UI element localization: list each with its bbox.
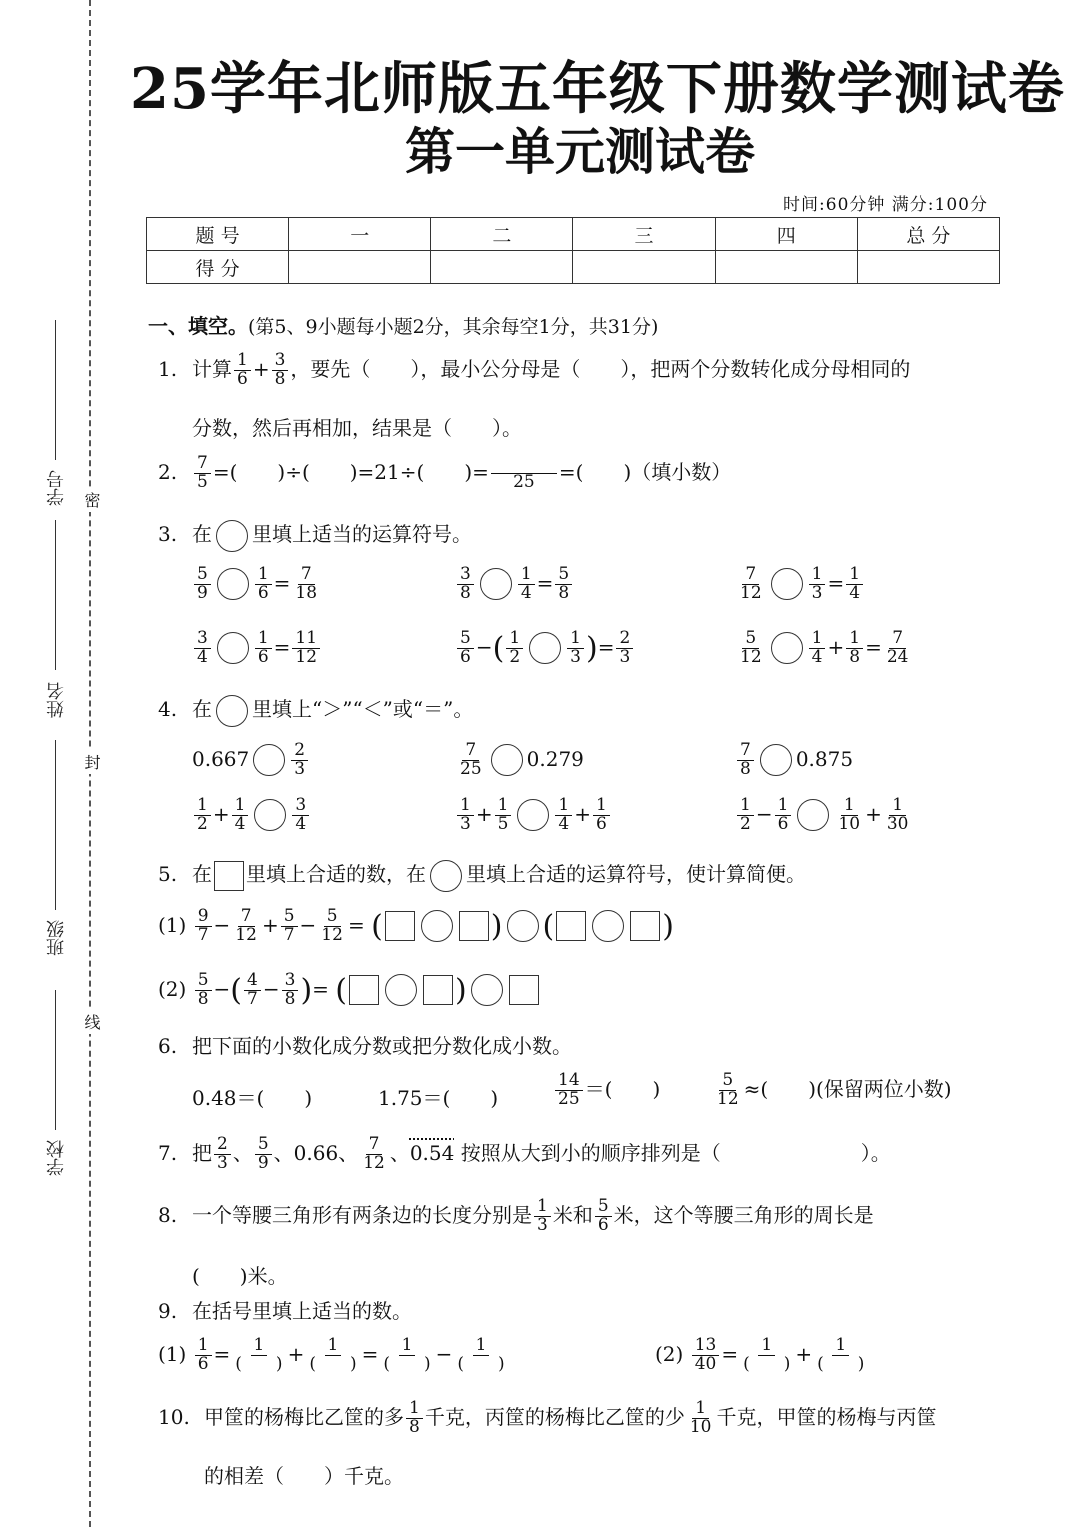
answer-circle[interactable]	[430, 860, 462, 892]
q3-text-b: 里填上适当的运算符号。	[252, 522, 472, 546]
score-header-cell: 三	[573, 218, 715, 251]
answer-circle[interactable]	[385, 974, 417, 1006]
question-number: 9.	[158, 1299, 178, 1323]
answer-box[interactable]	[509, 975, 539, 1005]
class-line	[55, 740, 56, 910]
score-cell[interactable]	[289, 251, 431, 284]
answer-circle[interactable]	[217, 632, 249, 664]
question-3	[158, 518, 472, 552]
question-8: 8. 一个等腰三角形有两条边的长度分别是 $\frac{1}{3}$ 米和 $\frac{5}{6}$ 米，这个等腰三角形的周长是	[158, 1196, 874, 1235]
score-value-row	[147, 251, 1000, 284]
name-label: 姓名	[46, 682, 67, 718]
school-label: 学校	[46, 1140, 67, 1176]
answer-circle[interactable]	[491, 744, 523, 776]
answer-box[interactable]	[385, 911, 415, 941]
cut-mark-line: 线	[80, 1010, 103, 1034]
answer-box[interactable]	[556, 911, 586, 941]
answer-circle[interactable]	[216, 520, 248, 552]
q6-item: 1.75＝( )	[378, 1086, 499, 1110]
score-cell[interactable]	[857, 251, 999, 284]
q9-part-1: (1) $\frac{1}{6}$ = $\frac{1}{( )}$ + $\frac{1}{( )}$ = $\frac{1}{( )}$ − $\frac{1}{( )}$	[158, 1335, 505, 1374]
q5-text-a: 在	[192, 862, 212, 886]
question-10-cont: 的相差（ ）千克。	[204, 1464, 404, 1488]
answer-box[interactable]	[630, 911, 660, 941]
question-number: 10.	[158, 1404, 190, 1429]
q3-item: $\frac{3}{8}$ $\frac{1}{4}$ = $\frac{5}{8}$	[455, 566, 574, 603]
score-header-cell: 二	[431, 218, 573, 251]
question-number: 5.	[158, 862, 178, 886]
q4-item: $\frac{7}{8}$ 0.875	[735, 742, 853, 779]
answer-circle[interactable]	[797, 799, 829, 831]
q5-part-1: (1) $\frac{9}{7}$ − $\frac{7}{12}$ + $\frac{5}{7}$ − $\frac{5}{12}$ = ( ) ( )	[158, 906, 674, 945]
q2-text-b: =( )（填小数）	[558, 459, 732, 484]
answer-circle[interactable]	[253, 744, 285, 776]
answer-box[interactable]	[423, 975, 453, 1005]
q2-text-a: =( )÷( )=21÷( )=	[212, 459, 489, 484]
fraction-blank: 25	[491, 455, 557, 492]
q6-item: $\frac{5}{12}$ ≈( )(保留两位小数)	[717, 1070, 952, 1109]
answer-circle[interactable]	[421, 910, 453, 942]
score-row-label: 得 分	[147, 251, 289, 284]
fraction: $\frac{7}{5}$	[194, 455, 211, 492]
question-1-cont: 分数，然后再相加，结果是（ ）。	[192, 416, 522, 440]
q3-item: $\frac{3}{4}$ $\frac{1}{6}$ = $\frac{11}{12}$	[192, 630, 322, 667]
q3-text-a: 在	[192, 522, 212, 546]
question-8-cont: ( )米。	[192, 1264, 288, 1288]
cut-mark-seal: 密	[80, 488, 103, 512]
q1-text-a: 计算	[192, 356, 232, 381]
q6-item: 0.48＝( )	[192, 1086, 313, 1110]
answer-circle[interactable]	[254, 799, 286, 831]
answer-circle[interactable]	[592, 910, 624, 942]
answer-circle[interactable]	[217, 568, 249, 600]
q4-text-b: 里填上“＞”“＜”或“＝”。	[252, 697, 474, 721]
answer-box[interactable]	[459, 911, 489, 941]
answer-circle[interactable]	[480, 568, 512, 600]
score-header-row	[147, 218, 1000, 251]
school-line	[55, 990, 56, 1130]
score-header-cell: 一	[289, 218, 431, 251]
answer-circle[interactable]	[471, 974, 503, 1006]
question-6	[158, 1030, 572, 1059]
score-cell[interactable]	[715, 251, 857, 284]
question-1: 1. 计算 $\frac{1}{6}$ + $\frac{3}{8}$ ，要先（ ），最小公分母是（ ），把两个分数转化成分母相同的	[158, 350, 911, 389]
section-note: (第5、9小题每小题2分，其余每空1分，共31分)	[248, 316, 659, 338]
q3-item: $\frac{7}{12}$ $\frac{1}{3}$ = $\frac{1}{4}$	[735, 566, 865, 603]
q4-item: $\frac{1}{2}$ − $\frac{1}{6}$ $\frac{1}{10}$ + $\frac{1}{30}$	[735, 797, 913, 834]
question-4	[158, 693, 473, 727]
score-table	[146, 217, 1000, 284]
answer-circle[interactable]	[529, 632, 561, 664]
question-number: 3.	[158, 522, 178, 546]
answer-box[interactable]	[214, 861, 244, 891]
question-9: 9. 在括号里填上适当的数。	[158, 1299, 412, 1323]
q4-item: 0.667 $\frac{2}{3}$	[192, 742, 310, 779]
q1-text-b: ，要先（ ），最小公分母是（ ），把两个分数转化成分母相同的	[290, 356, 911, 381]
page-title: 25学年北师版五年级下册数学测试卷	[130, 56, 1065, 122]
section-heading	[148, 310, 658, 339]
answer-box[interactable]	[349, 975, 379, 1005]
class-label: 班级	[46, 920, 67, 956]
q5-text-c: 里填上合适的运算符号，使计算简便。	[466, 862, 806, 886]
page-subtitle: 第一单元测试卷	[405, 122, 755, 181]
q6-item: $\frac{14}{25}$ ＝( )	[553, 1072, 660, 1109]
answer-circle[interactable]	[507, 910, 539, 942]
student-id-label: 学号	[46, 470, 67, 506]
q6-text: 把下面的小数化成分数或把分数化成小数。	[192, 1034, 572, 1058]
question-number: 2.	[158, 459, 178, 484]
score-cell[interactable]	[573, 251, 715, 284]
fraction: $\frac{3}{8}$	[272, 352, 289, 389]
answer-circle[interactable]	[216, 695, 248, 727]
question-number: 8.	[158, 1202, 178, 1227]
fraction: $\frac{1}{6}$	[234, 352, 251, 389]
student-id-line	[55, 320, 56, 460]
q3-item: $\frac{5}{12}$ $\frac{1}{4}$ + $\frac{1}{8}$ = $\frac{7}{24}$	[740, 628, 909, 667]
answer-circle[interactable]	[771, 632, 803, 664]
q5-text-b: 里填上合适的数，在	[246, 862, 426, 886]
cut-mark-seal2: 封	[80, 750, 103, 774]
question-number: 1.	[158, 356, 178, 381]
score-header-cell: 四	[715, 218, 857, 251]
question-number: 6.	[158, 1034, 178, 1058]
question-number: 4.	[158, 697, 178, 721]
q4-text-a: 在	[192, 697, 212, 721]
q4-item: $\frac{1}{2}$ + $\frac{1}{4}$ $\frac{3}{4}$	[192, 797, 311, 834]
q4-item: $\frac{7}{25}$ 0.279	[460, 740, 584, 779]
exam-meta: 时间:60分钟 满分:100分	[783, 195, 988, 215]
question-2	[158, 455, 731, 492]
question-10: 10. 甲筐的杨梅比乙筐的多 $\frac{1}{8}$ 千克，丙筐的杨梅比乙筐的少 $\frac{1}{10}$ 千克，甲筐的杨梅与丙筐	[158, 1398, 937, 1437]
score-header-cell: 总 分	[857, 218, 999, 251]
q3-item: $\frac{5}{9}$ $\frac{1}{6}$ = $\frac{7}{18}$	[192, 566, 322, 603]
q3-item: $\frac{5}{6}$ −( $\frac{1}{2}$ $\frac{1}{3}$ )= $\frac{2}{3}$	[455, 630, 635, 667]
answer-circle[interactable]	[760, 744, 792, 776]
question-number: 7.	[158, 1140, 178, 1165]
question-5	[158, 858, 806, 892]
answer-circle[interactable]	[771, 568, 803, 600]
score-cell[interactable]	[431, 251, 573, 284]
answer-circle[interactable]	[517, 799, 549, 831]
name-line	[55, 520, 56, 670]
q4-item: $\frac{1}{3}$ + $\frac{1}{5}$ $\frac{1}{4}$ + $\frac{1}{6}$	[455, 797, 612, 834]
q5-part-2: (2) $\frac{5}{8}$ −( $\frac{4}{7}$ − $\frac{3}{8}$ )= ( )	[158, 972, 541, 1009]
question-7: 7. 把 $\frac{2}{3}$ 、 $\frac{5}{9}$ 、0.66、 $\frac{7}{12}$ 、0.54 按照从大到小的顺序排列是（ ）。	[158, 1134, 891, 1173]
q9-part-2: (2) $\frac{13}{40}$ = $\frac{1}{( )}$ + $\frac{1}{( )}$	[655, 1335, 865, 1374]
section-title: 一、填空。	[148, 314, 248, 338]
score-header-cell: 题 号	[147, 218, 289, 251]
